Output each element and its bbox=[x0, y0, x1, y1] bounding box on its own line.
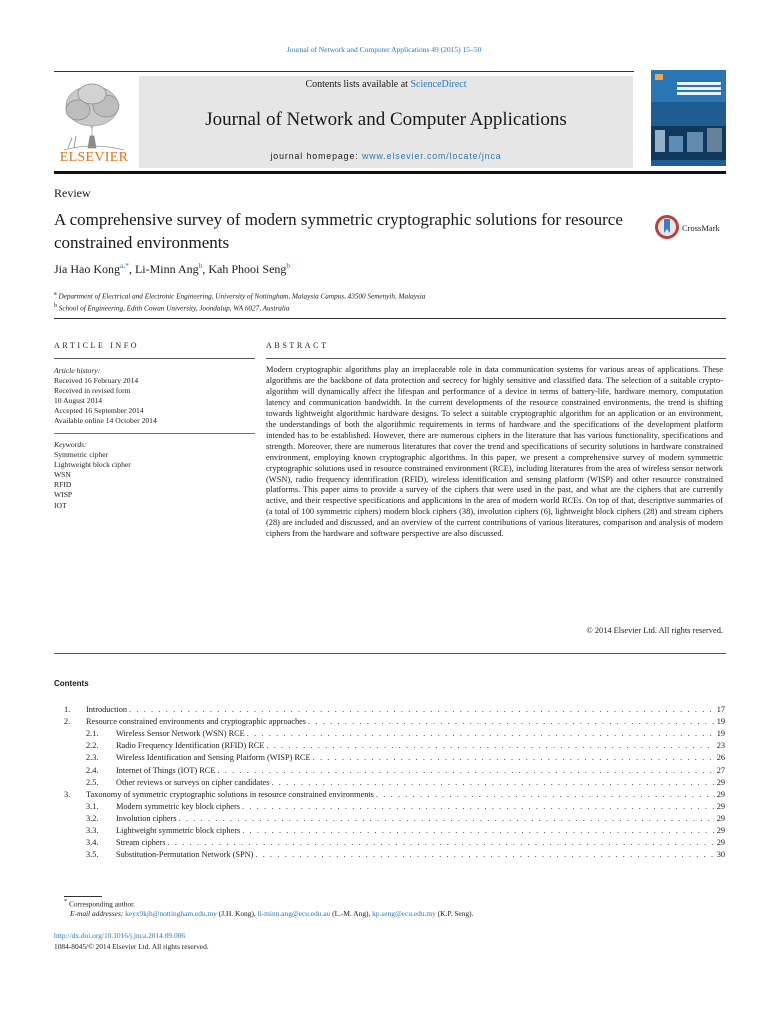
toc-leader-dots bbox=[242, 802, 715, 811]
author-name[interactable]: Kah Phooi Seng bbox=[208, 262, 287, 276]
contents-available-line bbox=[139, 79, 633, 90]
corresponding-mark: * bbox=[64, 899, 68, 905]
email-note bbox=[70, 909, 473, 918]
homepage-prefix: journal homepage: bbox=[270, 151, 362, 161]
toc-number: 3. bbox=[64, 789, 71, 799]
email-owner: (J.H. Kong), bbox=[216, 909, 258, 918]
toc-entry[interactable] bbox=[64, 790, 725, 802]
footnote-rule bbox=[64, 896, 102, 897]
author-list bbox=[54, 261, 290, 277]
toc-page-number[interactable]: 29 bbox=[716, 838, 725, 848]
toc-number: 2.3. bbox=[86, 753, 99, 763]
toc-number: 2.4. bbox=[86, 765, 99, 775]
history-item: Accepted 16 September 2014 bbox=[54, 406, 144, 416]
email-link[interactable]: kp.seng@ecu.edu.my bbox=[372, 909, 436, 918]
author-name[interactable]: Li-Minn Ang bbox=[134, 262, 199, 276]
toc-page-number[interactable]: 27 bbox=[716, 765, 725, 775]
history-rule bbox=[54, 433, 255, 434]
toc-page-number[interactable]: 29 bbox=[716, 801, 725, 811]
keyword-item: WISP bbox=[54, 490, 73, 500]
keywords-label: Keywords: bbox=[54, 440, 87, 449]
toc-entry[interactable] bbox=[64, 766, 725, 778]
toc-label[interactable]: Wireless Identification and Sensing Platform (WISP) RCE bbox=[116, 753, 311, 763]
abstract-heading: ABSTRACT bbox=[266, 341, 329, 350]
abstract-text: Modern cryptographic algorithms play an irreplaceable role in data communication systems for various areas of applications. These algorithms are the backbone of data protection and secrecy for highly sensitive and classified data. The selection of a suitable crypto-algorithm will dynamically affect the lifespan and performance of a device in terms of battery-life, hardware memory, computation latency and communication bandwidth. In the current developments of the resource constrained environments, the trend is shifting towards lightweight algorithmic hardware designs. To select a suitable cryptographic algorithm for an application or an environment, the understandings of both the algorithmic requirements in terms of hardware and the specifications of the development platform intended has to be established. However, there are numerous ciphers in the literature that has various functionality, specifications and strength. Moreover, there are numerous literatures that cover the trend and specifications of security solutions in hardware constrained environment, employing known cryptographic algorithms. In this paper, we present a comprehensive survey of modern symmetric cryptographic solutions used in resource constrained environment (RCE), including literatures from the area of wireless sensor network (WSN), radio frequency identification (RFID), wireless identification and sensing platform (WISP) and other resource constrained platforms. This paper aims to provide a survey of the ciphers that were used in the past, and what are the ciphers that are currently active, and their respective specifications and applications in the area of modern world RCEs. On top of that, descriptive summaries of (a total of 100 symmetric ciphers) modern block ciphers (38), involution ciphers (6), lightweight block ciphers (28) and stream ciphers (28) are included and discussed, and an overview of the current contributions of various literatures, comparison and analysis of modern ciphers from the hardware and software perspective are also discussed. bbox=[266, 365, 723, 539]
toc-number: 3.1. bbox=[86, 801, 99, 811]
email-link[interactable]: keyx9kjh@nottingham.edu.my bbox=[125, 909, 217, 918]
toc-label[interactable]: Substitution-Permutation Network (SPN) bbox=[116, 850, 254, 860]
article-info-rule bbox=[54, 358, 255, 359]
toc-leader-dots bbox=[313, 753, 715, 762]
affiliation-mark: b bbox=[54, 303, 57, 310]
keyword-item: Symmetric cipher bbox=[54, 450, 109, 460]
email-label: E-mail addresses: bbox=[70, 909, 126, 918]
corresponding-author-note bbox=[64, 899, 135, 908]
toc-page-number[interactable]: 29 bbox=[716, 826, 725, 835]
toc-leader-dots bbox=[242, 826, 715, 835]
toc-number: 2.5. bbox=[86, 777, 99, 787]
author-name[interactable]: Jia Hao Kong bbox=[54, 262, 120, 276]
toc-label[interactable]: Modern symmetric key block ciphers bbox=[116, 801, 240, 811]
toc-leader-dots bbox=[217, 766, 714, 775]
affiliation-text: School of Engineering, Edith Cowan University, Joondalup, WA 6027, Australia bbox=[58, 304, 290, 313]
toc-entry[interactable] bbox=[64, 814, 725, 826]
history-item: Received 16 February 2014 bbox=[54, 376, 139, 386]
affiliation-item bbox=[54, 289, 425, 301]
toc-number: 2. bbox=[64, 717, 71, 727]
toc-entry[interactable] bbox=[64, 802, 725, 814]
email-owner: (L.-M. Ang), bbox=[330, 909, 373, 918]
toc-leader-dots bbox=[255, 850, 714, 859]
toc-leader-dots bbox=[247, 729, 715, 738]
sciencedirect-link[interactable]: ScienceDirect bbox=[410, 79, 467, 90]
journal-homepage bbox=[139, 151, 633, 161]
abstract-rule bbox=[266, 358, 726, 359]
toc-label[interactable]: Taxonomy of symmetric cryptographic solutions in resource constrained environments bbox=[86, 789, 374, 799]
doi-link[interactable]: http://dx.doi.org/10.1016/j.jnca.2014.09.006 bbox=[54, 931, 186, 940]
header-rule bbox=[54, 71, 634, 72]
toc-page-number[interactable]: 29 bbox=[716, 789, 725, 799]
affiliation-item bbox=[54, 301, 425, 313]
toc-label[interactable]: Resource constrained environments and cryptographic approaches bbox=[86, 717, 307, 727]
journal-title: Journal of Network and Computer Applications bbox=[205, 109, 567, 130]
toc-entry[interactable] bbox=[64, 729, 725, 741]
affiliation-mark: a bbox=[54, 291, 57, 297]
journal-cover-image bbox=[651, 70, 726, 166]
author-separator: , bbox=[128, 262, 135, 276]
author-affiliation-mark[interactable]: b bbox=[198, 261, 203, 270]
article-info-heading: ARTICLE INFO bbox=[54, 341, 140, 350]
author-separator: , bbox=[202, 262, 209, 276]
abstract-bottom-rule bbox=[54, 653, 726, 654]
toc-number: 3.2. bbox=[86, 813, 99, 823]
toc-label[interactable]: Stream ciphers bbox=[116, 838, 166, 848]
history-item: Available online 14 October 2014 bbox=[54, 416, 157, 426]
history-item: 10 August 2014 bbox=[54, 396, 103, 406]
toc-leader-dots bbox=[168, 838, 715, 847]
toc-page-number[interactable]: 29 bbox=[716, 777, 725, 787]
journal-reference[interactable]: Journal of Network and Computer Applications 49 (2015) 15–50 bbox=[286, 45, 482, 54]
abstract-copyright: © 2014 Elsevier Ltd. All rights reserved. bbox=[586, 626, 723, 635]
toc-entry[interactable] bbox=[64, 741, 725, 753]
issn-line: 1084-8045/© 2014 Elsevier Ltd. All rights reserved. bbox=[54, 942, 209, 951]
email-owner: (K.P. Seng). bbox=[435, 909, 474, 918]
toc-label[interactable]: Lightweight symmetric block ciphers bbox=[116, 826, 241, 835]
crossmark-badge[interactable] bbox=[654, 212, 734, 242]
keywords-list bbox=[54, 450, 255, 511]
keyword-item: RFID bbox=[54, 480, 72, 490]
toc-label[interactable]: Involution ciphers bbox=[116, 813, 177, 823]
toc-page-number[interactable]: 29 bbox=[716, 813, 725, 823]
toc-entry[interactable] bbox=[64, 838, 725, 850]
toc-page-number[interactable]: 23 bbox=[716, 741, 725, 751]
toc-page-number[interactable]: 30 bbox=[716, 850, 725, 860]
toc-leader-dots bbox=[179, 814, 715, 823]
toc-number: 2.1. bbox=[86, 729, 99, 739]
toc-label[interactable]: Other reviews or surveys on cipher candidates bbox=[116, 777, 270, 787]
toc-leader-dots bbox=[376, 790, 715, 799]
toc-label[interactable]: Wireless Sensor Network (WSN) RCE bbox=[116, 729, 245, 739]
toc-page-number[interactable]: 26 bbox=[716, 753, 725, 763]
history-list bbox=[54, 376, 255, 426]
history-label: Article history: bbox=[54, 366, 101, 375]
toc-number: 3.3. bbox=[86, 826, 99, 835]
toc-label[interactable]: Radio Frequency Identification (RFID) RCE bbox=[116, 741, 265, 751]
affiliation-text: Department of Electrical and Electronic Engineering, University of Nottingham, Malaysia Campus, 43500 Semenyih, Malaysia bbox=[58, 292, 426, 301]
toc-leader-dots bbox=[266, 741, 714, 750]
toc-entry[interactable] bbox=[64, 705, 725, 717]
toc-leader-dots bbox=[308, 717, 715, 726]
email-link[interactable]: li-minn.ang@ecu.edu.au bbox=[257, 909, 331, 918]
toc-label[interactable]: Introduction bbox=[86, 705, 128, 714]
toc-number: 3.5. bbox=[86, 850, 99, 860]
article-history bbox=[54, 366, 255, 427]
toc-page-number[interactable]: 17 bbox=[716, 705, 725, 714]
keyword-item: Lightweight block cipher bbox=[54, 460, 131, 470]
history-item: Received in revised form bbox=[54, 386, 131, 396]
contents-prefix: Contents lists available at bbox=[305, 79, 411, 90]
toc-entry[interactable] bbox=[64, 778, 725, 790]
affiliation-rule bbox=[54, 318, 726, 319]
homepage-link[interactable]: www.elsevier.com/locate/jnca bbox=[361, 151, 502, 161]
toc-entry[interactable] bbox=[64, 826, 725, 838]
toc-page-number[interactable]: 19 bbox=[716, 717, 725, 727]
keyword-item: IOT bbox=[54, 500, 67, 510]
author-affiliation-mark[interactable]: b bbox=[286, 261, 291, 270]
toc-leader-dots bbox=[129, 705, 715, 714]
header-thick-rule bbox=[54, 171, 726, 174]
article-type: Review bbox=[54, 186, 91, 200]
article-title: A comprehensive survey of modern symmetric cryptographic solutions for resource constrained environments bbox=[54, 210, 623, 252]
toc-page-number[interactable]: 19 bbox=[716, 729, 725, 739]
publisher-wordmark: ELSEVIER bbox=[59, 150, 129, 165]
author-affiliation-mark[interactable]: a,* bbox=[120, 261, 129, 270]
toc-number: 1. bbox=[64, 705, 71, 714]
corresponding-text: Corresponding author. bbox=[68, 899, 136, 909]
keyword-item: WSN bbox=[54, 470, 71, 480]
contents-heading: Contents bbox=[54, 679, 89, 688]
toc-entry[interactable] bbox=[64, 753, 725, 765]
toc-entry[interactable] bbox=[64, 717, 725, 729]
toc-label[interactable]: Internet of Things (IOT) RCE bbox=[116, 765, 216, 775]
crossmark-label: CrossMark bbox=[682, 223, 720, 233]
toc-entry[interactable] bbox=[64, 850, 725, 862]
toc-leader-dots bbox=[271, 778, 714, 787]
affiliations bbox=[54, 289, 425, 314]
keywords-block bbox=[54, 440, 255, 511]
toc-number: 2.2. bbox=[86, 741, 99, 751]
toc-number: 3.4. bbox=[86, 838, 99, 848]
